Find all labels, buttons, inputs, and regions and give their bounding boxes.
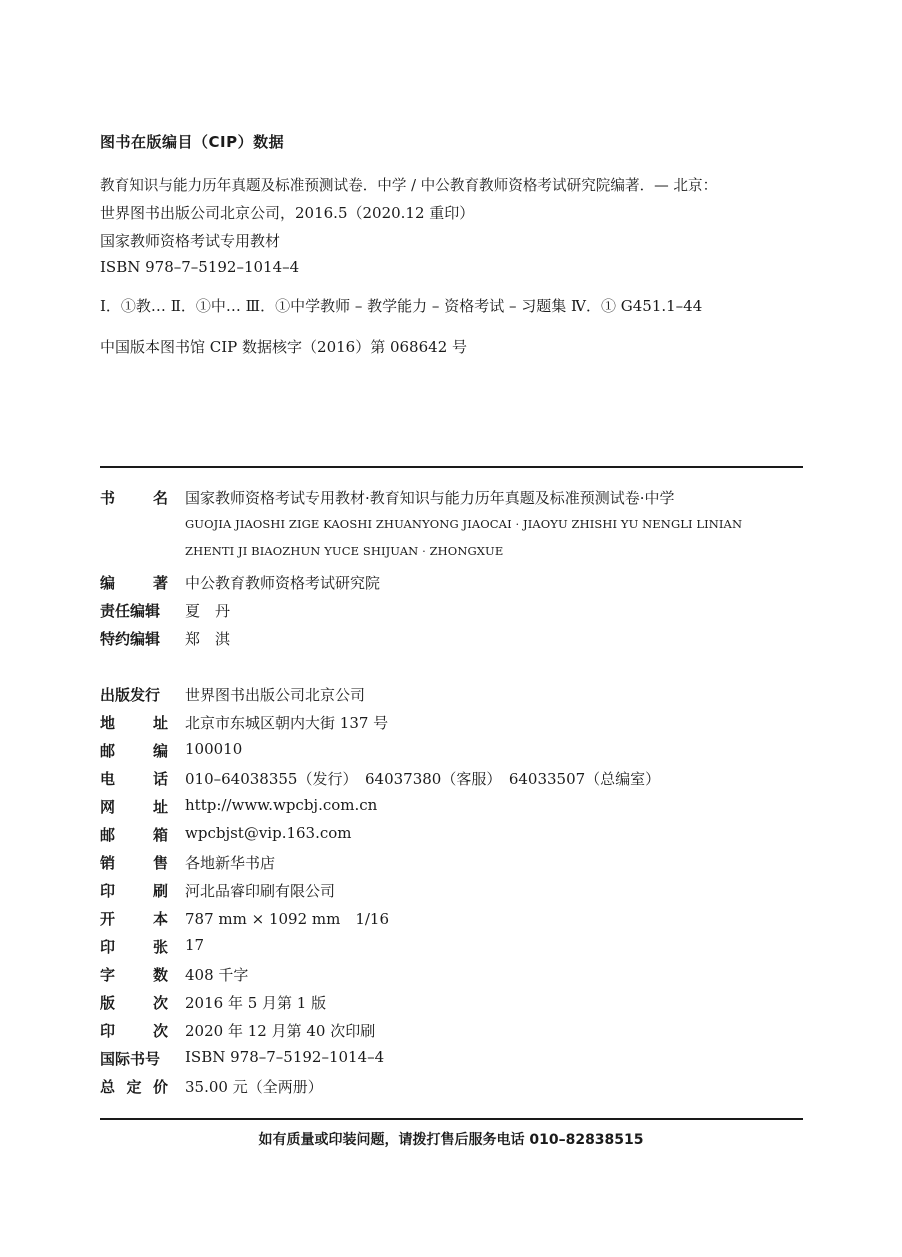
cip-title-line: 教育知识与能力历年真题及标准预测试卷．中学 / 中公教育教师资格考试研究院编著．— 北京： (100, 177, 718, 194)
label-phone: 电 话 (100, 770, 168, 788)
cip-heading: 图书在版编目（CIP）数据 (100, 133, 285, 151)
label-book-title: 书 名 (100, 489, 168, 507)
value-publisher: 世界图书出版公司北京公司 (185, 686, 366, 704)
value-address: 北京市东城区朝内大街 137 号 (185, 714, 389, 732)
divider-bottom (100, 1118, 803, 1120)
value-words: 408 千字 (185, 966, 249, 984)
value-special-editor: 郑 淇 (185, 630, 231, 648)
value-email: wpcbjst@vip.163.com (185, 824, 352, 842)
value-isbn: ISBN 978–7–5192–1014–4 (185, 1048, 385, 1066)
label-email: 邮 箱 (100, 826, 168, 844)
label-sales: 销 售 (100, 854, 168, 872)
label-edition: 版 次 (100, 994, 168, 1012)
label-address: 地 址 (100, 714, 168, 732)
label-price: 总 定 价 (100, 1078, 168, 1096)
value-editor: 夏 丹 (185, 602, 231, 620)
value-sales: 各地新华书店 (185, 854, 276, 872)
cip-record-number: 中国版本图书馆 CIP 数据核字（2016）第 068642 号 (100, 338, 468, 356)
label-isbn: 国际书号 (100, 1050, 161, 1068)
value-phone: 010–64038355（发行） 64037380（客服） 64033507（总编室） (185, 770, 661, 788)
value-format: 787 mm × 1092 mm 1/16 (185, 910, 390, 928)
value-author: 中公教育教师资格考试研究院 (185, 574, 381, 592)
label-format: 开 本 (100, 910, 168, 928)
label-printer: 印 刷 (100, 882, 168, 900)
value-pinyin-1: GUOJIA JIAOSHI ZIGE KAOSHI ZHUANYONG JIAOCAI · JIAOYU ZHISHI YU NENGLI LINIAN (185, 517, 743, 531)
label-editor: 责任编辑 (100, 602, 161, 620)
label-printing: 印 次 (100, 1022, 168, 1040)
cip-publisher-line: 世界图书出版公司北京公司，2016.5（2020.12 重印） (100, 204, 475, 222)
label-postcode: 邮 编 (100, 742, 168, 760)
cip-classification-line: Ⅰ．①教… Ⅱ．①中… Ⅲ．①中学教师 – 教学能力 – 资格考试 – 习题集 Ⅳ．① G451.1–44 (100, 297, 703, 315)
label-website: 网 址 (100, 798, 168, 816)
value-sheets: 17 (185, 936, 205, 954)
value-price: 35.00 元（全两册） (185, 1078, 323, 1096)
value-printing: 2020 年 12 月第 40 次印刷 (185, 1022, 376, 1040)
value-postcode: 100010 (185, 740, 243, 758)
label-publisher: 出版发行 (100, 686, 161, 704)
value-edition: 2016 年 5 月第 1 版 (185, 994, 327, 1012)
value-pinyin-2: ZHENTI JI BIAOZHUN YUCE SHIJUAN · ZHONGXUE (185, 544, 504, 558)
cip-isbn-line: ISBN 978–7–5192–1014–4 (100, 258, 300, 276)
label-sheets: 印 张 (100, 938, 168, 956)
service-hotline-notice: 如有质量或印装问题，请拨打售后服务电话 010–82838515 (258, 1132, 644, 1148)
label-author: 编 著 (100, 574, 168, 592)
label-special-editor: 特约编辑 (100, 630, 161, 648)
value-website: http://www.wpcbj.com.cn (185, 796, 378, 814)
divider-top (100, 466, 803, 468)
value-book-title: 国家教师资格考试专用教材·教育知识与能力历年真题及标准预测试卷·中学 (185, 489, 675, 507)
value-printer: 河北品睿印刷有限公司 (185, 882, 336, 900)
cip-series-line: 国家教师资格考试专用教材 (100, 232, 281, 250)
label-words: 字 数 (100, 966, 168, 984)
